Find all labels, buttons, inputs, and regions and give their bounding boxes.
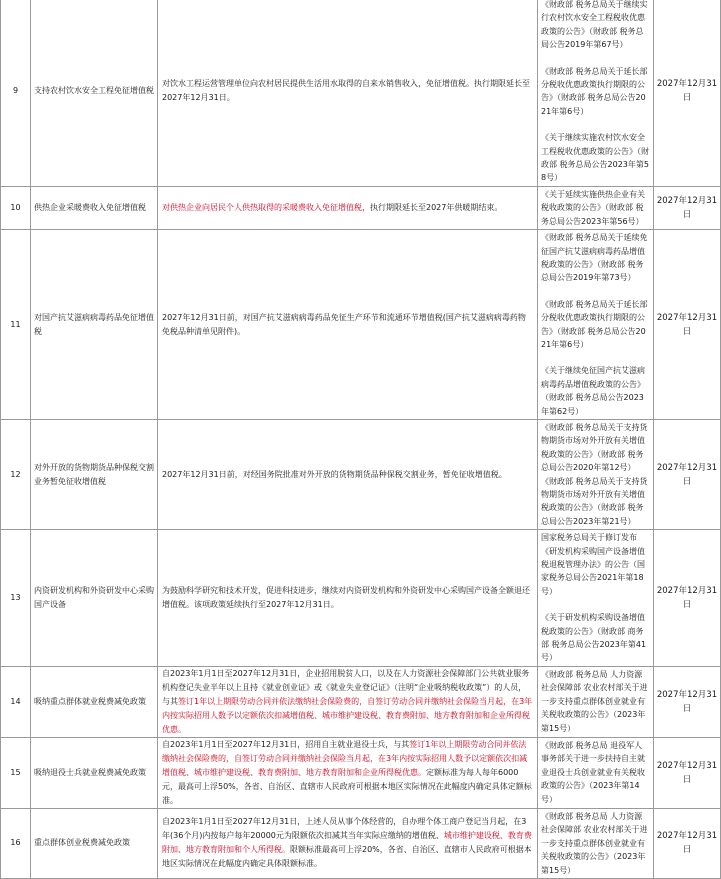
table-row [1, 419, 721, 529]
table-body [1, 0, 721, 878]
basis-doc: 国家税务总局关于修订发布《研发机构采购国产设备增值税退税管理办法》的公告（国家税务总局公告2021年第18号） [541, 533, 645, 596]
table-row [1, 737, 721, 808]
policy-content-text: 自2023年1月1日至2027年12月31日，企业招用脱贫人口，以及在人力资源社会保障部门公共就业服务机构登记失业半年以上且持《就业创业证》或《就业失业登记证》（注明“企业吸纳税收政策”）的人员，与其 [162, 668, 530, 706]
policy-content-text: 2027年12月31日前，对国产抗艾滋病病毒药品免征生产环节和流通环节增值税(国产抗艾滋病病毒药物免税品种清单见附件)。 [162, 312, 526, 336]
expiry-date: 2027年12月31日 [654, 530, 721, 667]
expiry-date: 2027年12月31日 [654, 737, 721, 808]
policy-name: 吸纳重点群体就业税费减免政策 [31, 666, 158, 737]
row-number: 10 [1, 186, 31, 229]
policy-name: 支持农村饮水安全工程免征增值税 [31, 0, 158, 186]
policy-basis [538, 230, 654, 420]
table-row [1, 808, 721, 878]
policy-content-text: 自2023年1月1日至2027年12月31日，招用自主就业退役士兵，与其 [162, 739, 410, 749]
expiry-date: 2027年12月31日 [654, 0, 721, 186]
basis-doc: 《关于继续免征国产抗艾滋病病毒药品增值税政策的公告》（财政部 税务总局公告2023年第62号） [541, 366, 645, 416]
policy-content-text: ，执行期限延长至2027年供暖期结束。 [362, 202, 503, 212]
policy-content [158, 186, 538, 229]
policy-content [158, 737, 538, 808]
table-row [1, 186, 721, 229]
table-row [1, 0, 721, 186]
policy-basis [538, 0, 654, 186]
policy-name: 重点群体创业税费减免政策 [31, 808, 158, 878]
row-number: 11 [1, 230, 31, 420]
policy-basis [538, 808, 654, 878]
policy-content [158, 0, 538, 186]
row-number: 16 [1, 808, 31, 878]
policy-basis [538, 737, 654, 808]
row-number: 12 [1, 419, 31, 529]
basis-doc: 《关于延续实施供热企业有关税收政策的公告》（财政部 税务总局公告2023年第56号） [541, 189, 645, 226]
policy-content [158, 666, 538, 737]
policy-name: 吸纳退役士兵就业税费减免政策 [31, 737, 158, 808]
policy-content-text: 为鼓励科学研究和技术开发，促进科技进步，继续对内资研发机构和外资研发中心采购国产设备全额退还增值税。该项政策延续执行至2027年12月31日。 [162, 586, 530, 610]
expiry-date: 2027年12月31日 [654, 186, 721, 229]
policy-content-text: 自2023年1月1日至2027年12月31日，上述人员从事个体经营的，自办理个体工商户登记当月起，在3年(36个月)内按每户每年20000元为限额依次扣减其当年实际应缴纳的增值税、 [162, 817, 527, 841]
row-number: 13 [1, 530, 31, 667]
policy-basis [538, 419, 654, 529]
row-number: 15 [1, 737, 31, 808]
table-row [1, 666, 721, 737]
policy-basis [538, 666, 654, 737]
policy-content-highlight: 签订1年以上期限劳动合同并依法缴纳社会保险费的，自签订劳动合同并缴纳社会保险当月起，在3年内按实际招用人数予以定额依次扣减增值税、城市维护建设税、教育费附加、地方教育附加和企业所得税优惠。 [162, 696, 533, 734]
table-row [1, 530, 721, 667]
policy-name: 供热企业采暖费收入免征增值税 [31, 186, 158, 229]
basis-doc: 《财政部 税务总局关于延续免征国产抗艾滋病病毒药品增值税政策的公告》（财政部 税务总局公告2019年第73号） [541, 233, 648, 283]
row-number: 9 [1, 0, 31, 186]
policy-basis [538, 186, 654, 229]
expiry-date: 2027年12月31日 [654, 666, 721, 737]
basis-doc: 《关于研发机构采购设备增值税政策的公告》（财政部 商务部 税务总局公告2023年第41号） [541, 613, 647, 663]
policy-content-highlight: 签订1年以上期限劳动合同并依法缴纳社会保险费的，自签订劳动合同并缴纳社会保险当月起，在3年内按实际招用人数予以定额依次扣减增值税、城市维护建设税、教育费附加、地方教育附加和企业所得税优惠。 [162, 739, 528, 777]
row-number: 14 [1, 666, 31, 737]
basis-doc: 《财政部 税务总局关于支持货物期货市场对外开放有关增值税政策的公告》（财政部 税务总局公告2023年第21号） [541, 476, 648, 526]
basis-doc: 《财政部 税务总局关于支持货物期货市场对外开放有关增值税政策的公告》（财政部 税务总局公告2020年第12号） [541, 422, 648, 473]
basis-doc: 《财政部 税务总局 人力资源社会保障部 农业农村部关于进一步支持重点群体创业就业有关税收政策的公告》（2023年第15号） [541, 669, 648, 733]
basis-doc: 《财政部 税务总局关于继续实行农村饮水安全工程税收优惠政策的公告》（财政部 税务总局公告2019年第67号） [541, 0, 648, 50]
basis-doc: 《财政部 税务总局关于延长部分税收优惠政策执行期限的公告》（财政部 税务总局公告2021年第6号） [541, 66, 648, 116]
basis-doc: 《财政部 税务总局关于延长部分税收优惠政策执行期限的公告》（财政部 税务总局公告2021年第6号） [541, 299, 648, 349]
policy-content-text: 2027年12月31日前，对经国务院批准对外开放的货物期货品种保税交割业务，暂免征收增值税。 [162, 469, 507, 479]
table-row [1, 230, 721, 420]
expiry-date: 2027年12月31日 [654, 808, 721, 878]
policy-content-highlight: 对供热企业向居民个人供热取得的采暖费收入免征增值税 [162, 202, 362, 212]
policy-content-text: 对饮水工程运营管理单位向农村居民提供生活用水取得的自来水销售收入，免征增值税。执行期限延长至2027年12月31日。 [162, 79, 530, 103]
policy-content [158, 530, 538, 667]
policy-content [158, 419, 538, 529]
policy-content-text: 限额标准最高可上浮20%，各省、自治区、直辖市人民政府可根据本地区实际情况在此幅度内确定具体限额标准。 [162, 845, 532, 869]
policy-name: 对国产抗艾滋病病毒药品免征增值税 [31, 230, 158, 420]
expiry-date: 2027年12月31日 [654, 230, 721, 420]
policy-content-highlight: 城市维护建设税、教育费附加、地方教育附加和个人所得税。 [162, 831, 532, 855]
policy-name: 内资研发机构和外资研发中心采购国产设备 [31, 530, 158, 667]
policy-content [158, 230, 538, 420]
policy-content [158, 808, 538, 878]
basis-doc: 《关于继续实施农村饮水安全工程税收优惠政策的公告》（财政部 税务总局公告2023年第58号） [541, 133, 649, 183]
policy-content-text: 定额标准为每人每年6000元，最高可上浮50%，各省、自治区、直辖市人民政府可根据本地区实际情况在此幅度内确定具体定额标准。 [162, 767, 532, 805]
expiry-date: 2027年12月31日 [654, 419, 721, 529]
policy-name: 对外开放的货物期货品种保税交割业务暂免征收增值税 [31, 419, 158, 529]
policy-basis [538, 530, 654, 667]
basis-doc: 《财政部 税务总局 人力资源社会保障部 农业农村部关于进一步支持重点群体创业就业有关税收政策的公告》（2023年第15号） [541, 811, 648, 875]
basis-doc: 《财政部 税务总局 退役军人事务部关于进一步扶持自主就业退役士兵创业就业有关税收政策的公告》（2023年第14号） [541, 740, 645, 804]
